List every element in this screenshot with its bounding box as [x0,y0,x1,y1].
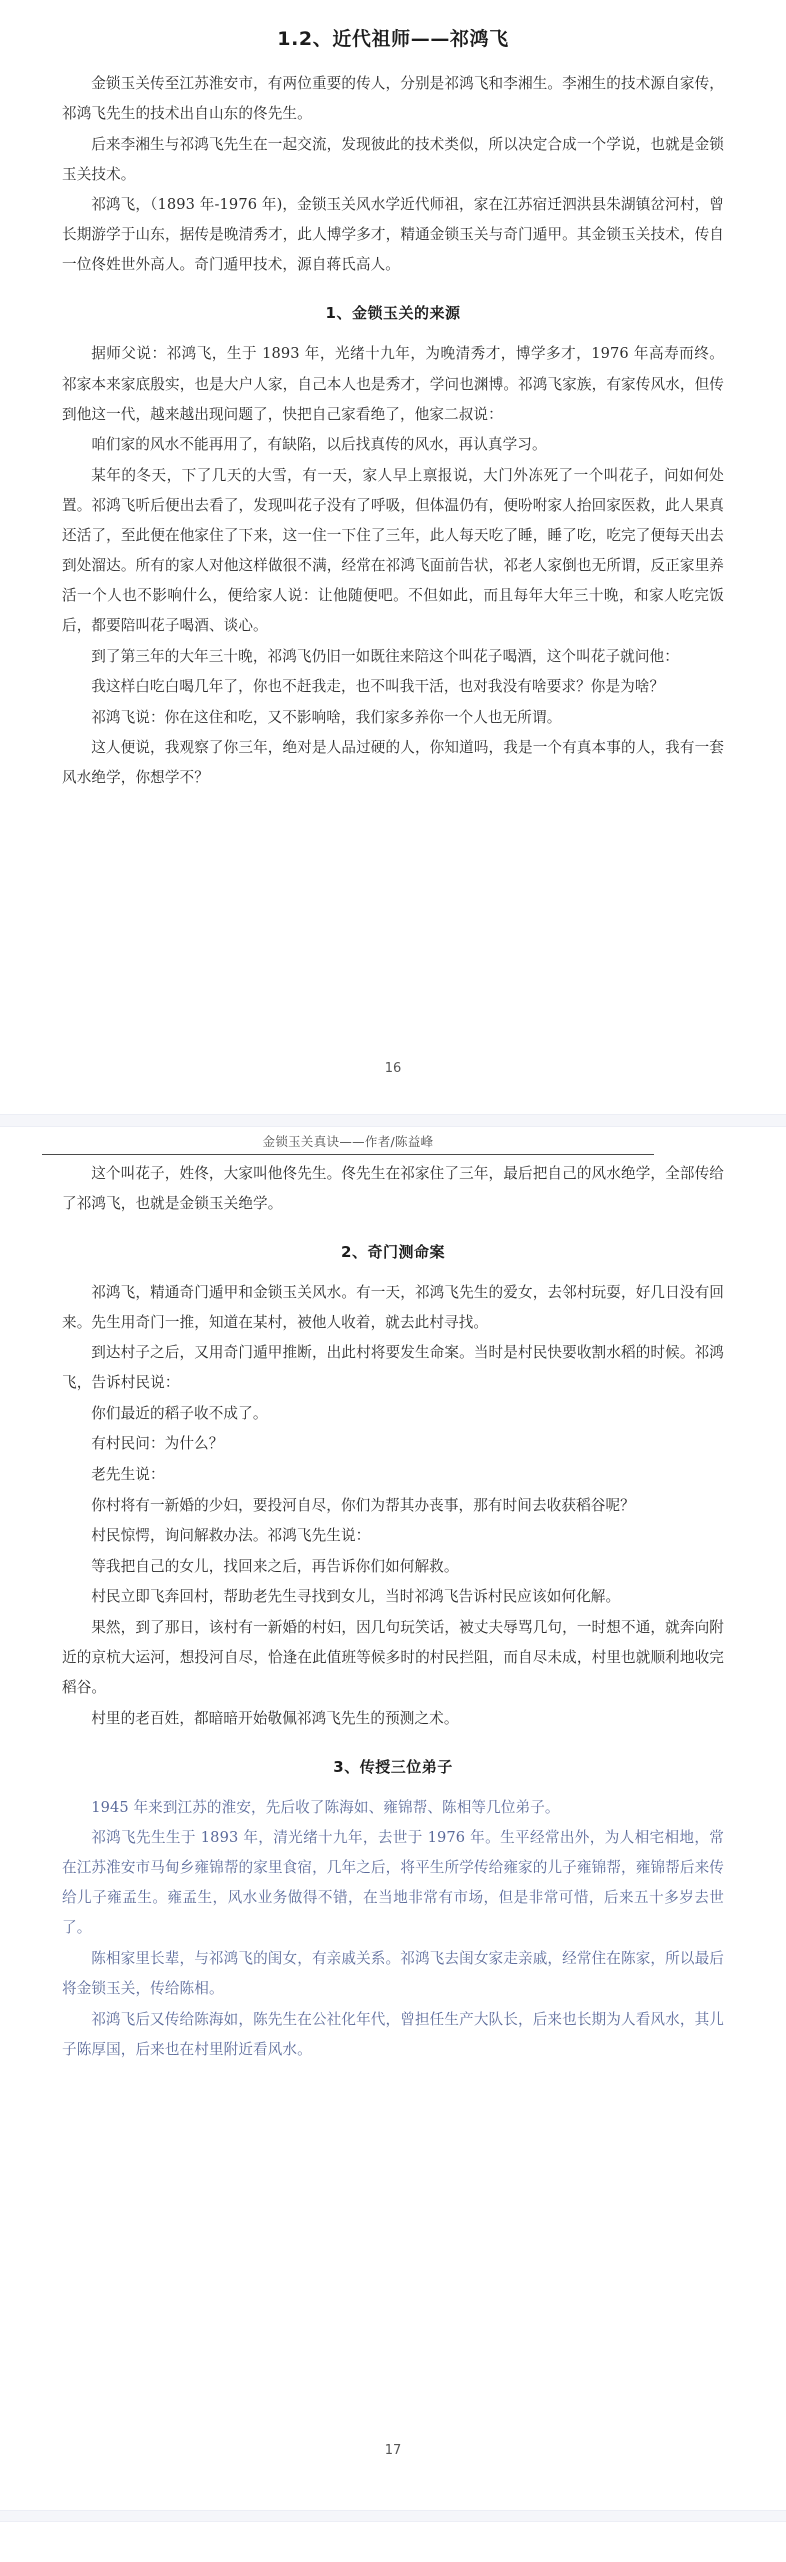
paragraph: 后来李湘生与祁鸿飞先生在一起交流，发现彼此的技术类似，所以决定合成一个学说，也就是金锁玉关技术。 [62,135,724,183]
paragraph: 有村民问：为什么？ [91,1435,224,1453]
section-heading-1: 1、金锁玉关的来源 [325,304,461,323]
page-break-divider-bottom [0,2510,786,2522]
paragraph: 到达村子之后，又用奇门遁甲推断，出此村将要发生命案。当时是村民快要收割水稻的时候。祁鸿飞，告诉村民说： [62,1344,724,1392]
viewer-tail-space [0,2522,786,2562]
paragraph: 据师父说：祁鸿飞，生于 1893 年，光绪十九年，为晚清秀才，博学多才，1976 年高寿而终。祁家本来家底殷实，也是大户人家，自己本人也是秀才，学问也渊博。祁鸿飞家族，有家传风水，但传到他这一代，越来越出现问题了，快把自己家看绝了，他家二叔说： [62,345,724,423]
page-number: 16 [384,1061,402,1076]
paragraph-highlighted: 祁鸿飞先生生于 1893 年，清光绪十九年，去世于 1976 年。生平经常出外，为人相宅相地，常在江苏淮安市马甸乡雍锦帮的家里食宿，几年之后，将平生所学传给雍家的儿子雍锦帮，雍锦帮后来传给儿子雍孟生。雍孟生，风水业务做得不错，在当地非常有市场，但是非常可惜，后来五十多岁去世了。 [62,1829,724,1937]
paragraph: 你村将有一新婚的少妇，要投河自尽，你们为帮其办丧事，那有时间去收获稻谷呢？ [91,1496,635,1514]
document-page-16 [0,0,786,1114]
paragraph: 到了第三年的大年三十晚，祁鸿飞仍旧一如既往来陪这个叫花子喝酒，这个叫花子就问他： [91,647,679,665]
paragraph: 村里的老百姓，都暗暗开始敬佩祁鸿飞先生的预测之术。 [91,1709,459,1727]
document-page-17 [0,1127,786,2510]
paragraph: 祁鸿飞，精通奇门遁甲和金锁玉关风水。有一天，祁鸿飞先生的爱女，去邻村玩耍，好几日没有回来。先生用奇门一推，知道在某村，被他人收着，就去此村寻找。 [62,1283,724,1331]
page-break-divider [0,1114,786,1127]
paragraph: 老先生说： [91,1466,165,1483]
paragraph: 等我把自己的女儿，找回来之后，再告诉你们如何解救。 [91,1557,459,1575]
paragraph: 金锁玉关传至江苏淮安市，有两位重要的传人，分别是祁鸿飞和李湘生。李湘生的技术源自家传，祁鸿飞先生的技术出自山东的佟先生。 [62,75,724,123]
paragraph: 祁鸿飞说：你在这住和吃，又不影响啥，我们家多养你一个人也无所谓。 [91,708,562,726]
paragraph: 村民立即飞奔回村，帮助老先生寻找到女儿，当时祁鸿飞告诉村民应该如何化解。 [91,1588,621,1606]
paragraph-highlighted: 1945 年来到江苏的淮安，先后收了陈海如、雍锦帮、陈相等几位弟子。 [91,1798,560,1816]
running-header [42,1131,654,1155]
section-heading-3: 3、传授三位弟子 [333,1757,453,1776]
running-header-text: 金锁玉关真诀——作者/陈益峰 [262,1134,434,1149]
paragraph: 果然，到了那日，该村有一新婚的村妇，因几句玩笑话，被丈夫辱骂几句，一时想不通，就奔向附近的京杭大运河，想投河自尽，恰逢在此值班等候多时的村民拦阻，而自尽未成，村里也就顺利地收完稻谷。 [62,1618,724,1696]
paragraph: 这人便说，我观察了你三年，绝对是人品过硬的人，你知道吗，我是一个有真本事的人，我有一套风水绝学，你想学不？ [62,739,724,787]
paragraph: 村民惊愕，询问解救办法。祁鸿飞先生说： [91,1527,371,1545]
paragraph-highlighted: 祁鸿飞后又传给陈海如，陈先生在公社化年代，曾担任生产大队长，后来也长期为人看风水，其儿子陈厚国，后来也在村里附近看风水。 [62,2010,724,2058]
page-number: 17 [384,2443,402,2458]
paragraph: 你们最近的稻子收不成了。 [91,1404,268,1422]
paragraph: 这个叫花子，姓佟，大家叫他佟先生。佟先生在祁家住了三年，最后把自己的风水绝学，全部传给了祁鸿飞，也就是金锁玉关绝学。 [62,1164,724,1212]
paragraph: 咱们家的风水不能再用了，有缺陷，以后找真传的风水，再认真学习。 [91,436,547,454]
page-title: 1.2、近代祖师——祁鸿飞 [277,28,509,50]
paragraph: 我这样白吃白喝几年了，你也不赶我走，也不叫我干活，也对我没有啥要求？你是为啥？ [91,678,665,696]
paragraph: 祁鸿飞，（1893 年-1976 年)，金锁玉关风水学近代师祖，家在江苏宿迁泗洪县朱湖镇岔河村，曾长期游学于山东，据传是晚清秀才，此人博学多才，精通金锁玉关与奇门遁甲。其金锁玉关技术，传自一位佟姓世外高人。奇门遁甲技术，源自蒋氏高人。 [62,196,724,274]
section-heading-2: 2、奇门测命案 [341,1242,445,1261]
paragraph-highlighted: 陈相家里长辈，与祁鸿飞的闺女，有亲戚关系。祁鸿飞去闺女家走亲戚，经常住在陈家，所以最后将金锁玉关，传给陈相。 [62,1949,724,1997]
paragraph: 某年的冬天，下了几天的大雪，有一天，家人早上禀报说，大门外冻死了一个叫花子，问如何处置。祁鸿飞听后便出去看了，发现叫花子没有了呼吸，但体温仍有，便吩咐家人抬回家医救，此人果真还活了，至此便在他家住了下来，这一住一下住了三年，此人每天吃了睡，睡了吃，吃完了便每天出去到处溜达。所有的家人对他这样做很不满，经常在祁鸿飞面前告状，祁老人家倒也无所谓，反正家里养活一个人也不影响什么，便给家人说：让他随便吧。不但如此，而且每年大年三十晚，和家人吃完饭后，都要陪叫花子喝酒、谈心。 [62,466,724,634]
